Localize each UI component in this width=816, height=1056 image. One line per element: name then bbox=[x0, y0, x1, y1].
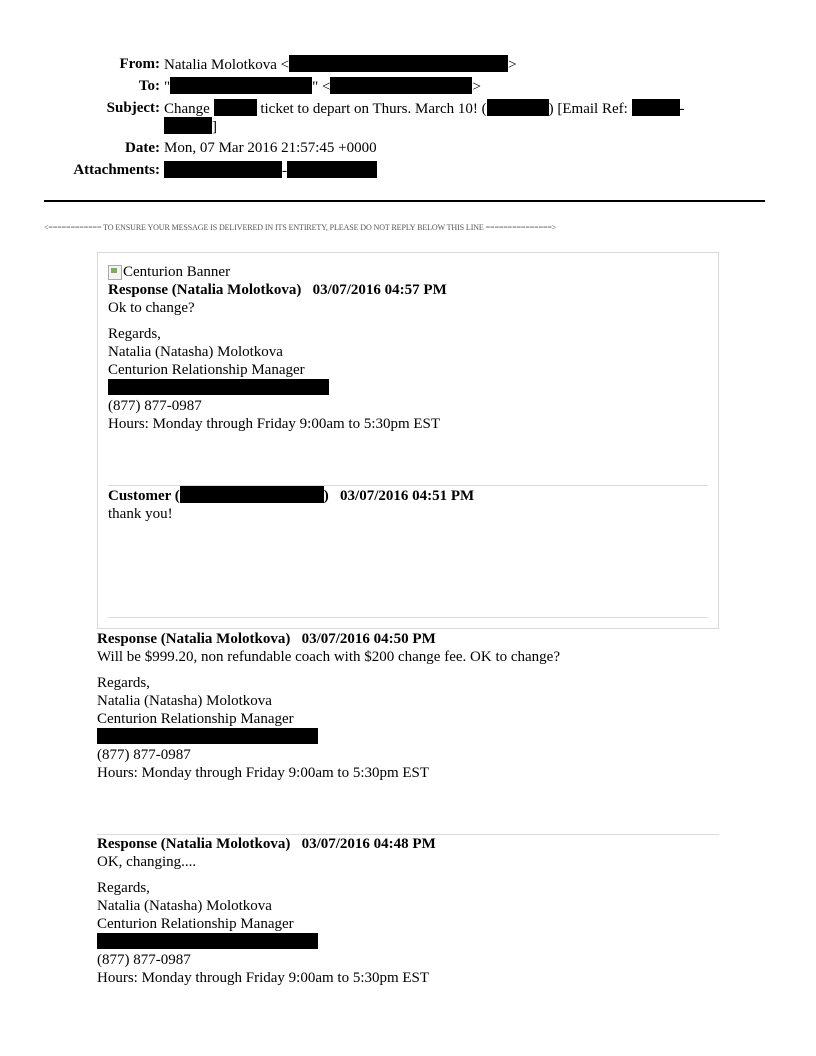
to-mid: " < bbox=[312, 79, 331, 95]
subject-value-cont bbox=[164, 117, 217, 136]
redaction bbox=[289, 55, 508, 72]
redaction bbox=[164, 161, 282, 178]
from-label: From: bbox=[119, 56, 160, 72]
message-body: Ok to change? bbox=[108, 300, 195, 316]
message-timestamp: 03/07/2016 04:48 PM bbox=[301, 836, 436, 852]
centurion-banner bbox=[108, 263, 230, 281]
redaction bbox=[180, 486, 324, 503]
message-body: OK, changing.... bbox=[97, 854, 197, 870]
signature-regards: Regards, bbox=[108, 326, 161, 342]
header-divider bbox=[44, 200, 765, 202]
banner-alt-text: Centurion Banner bbox=[123, 264, 231, 280]
message-header bbox=[97, 630, 560, 648]
message-separator bbox=[108, 617, 708, 618]
message bbox=[108, 281, 447, 433]
redaction bbox=[97, 933, 318, 949]
signature-title: Centurion Relationship Manager bbox=[108, 362, 305, 378]
signature-name: Natalia (Natasha) Molotkova bbox=[97, 898, 272, 914]
signature-regards: Regards, bbox=[97, 880, 150, 896]
redaction bbox=[164, 117, 212, 134]
signature-phone: (877) 877-0987 bbox=[108, 398, 202, 414]
to-value bbox=[164, 77, 481, 96]
subject-text: ] bbox=[212, 119, 217, 135]
signature-name: Natalia (Natasha) Molotkova bbox=[97, 693, 272, 709]
redaction bbox=[97, 728, 318, 744]
to-label: To: bbox=[138, 78, 160, 94]
redaction bbox=[170, 77, 312, 94]
subject-text: Change bbox=[164, 101, 210, 117]
subject-text: ) [Email Ref: bbox=[548, 101, 628, 117]
subject-text: - bbox=[679, 101, 685, 117]
redaction bbox=[287, 161, 377, 178]
message-header bbox=[108, 281, 447, 299]
redaction bbox=[487, 99, 549, 116]
date-label: Date: bbox=[125, 140, 160, 156]
date-value: Mon, 07 Mar 2016 21:57:45 +0000 bbox=[164, 140, 377, 156]
message-header bbox=[97, 835, 436, 853]
message bbox=[97, 835, 436, 987]
signature-title: Centurion Relationship Manager bbox=[97, 916, 294, 932]
message-timestamp: 03/07/2016 04:50 PM bbox=[301, 631, 436, 647]
signature-regards: Regards, bbox=[97, 675, 150, 691]
message-body: thank you! bbox=[108, 506, 173, 522]
redaction bbox=[214, 99, 257, 116]
signature-hours: Hours: Monday through Friday 9:00am to 5:30pm EST bbox=[97, 970, 430, 986]
subject-text: ticket to depart on Thurs. March 10! ( bbox=[260, 101, 487, 117]
from-value bbox=[164, 55, 517, 74]
message bbox=[108, 486, 474, 523]
to-end: > bbox=[472, 79, 481, 95]
signature-hours: Hours: Monday through Friday 9:00am to 5:30pm EST bbox=[108, 416, 441, 432]
message-header bbox=[108, 486, 474, 505]
attachments-label: Attachments: bbox=[73, 162, 160, 178]
signature-phone: (877) 877-0987 bbox=[97, 747, 191, 763]
attachments-value[interactable] bbox=[164, 161, 377, 180]
signature-hours: Hours: Monday through Friday 9:00am to 5:30pm EST bbox=[97, 765, 430, 781]
attachment-sep: - bbox=[282, 163, 287, 179]
broken-image-icon bbox=[108, 265, 122, 280]
message-timestamp: 03/07/2016 04:57 PM bbox=[312, 282, 447, 298]
from-name: Natalia Molotkova < bbox=[164, 57, 290, 73]
redaction bbox=[108, 379, 329, 395]
from-end: > bbox=[508, 57, 517, 73]
signature-name: Natalia (Natasha) Molotkova bbox=[108, 344, 283, 360]
message-author: ) bbox=[323, 488, 329, 504]
signature-title: Centurion Relationship Manager bbox=[97, 711, 294, 727]
message bbox=[97, 630, 560, 782]
subject-label: Subject: bbox=[106, 100, 160, 116]
redaction bbox=[330, 77, 472, 94]
message-timestamp: 03/07/2016 04:51 PM bbox=[340, 488, 475, 504]
subject-value bbox=[164, 99, 685, 118]
signature-phone: (877) 877-0987 bbox=[97, 952, 191, 968]
message-author: Response (Natalia Molotkova) bbox=[97, 836, 291, 852]
redaction bbox=[632, 99, 680, 116]
message-body: Will be $999.20, non refundable coach with $200 change fee. OK to change? bbox=[97, 649, 560, 665]
message-author: Response (Natalia Molotkova) bbox=[108, 282, 302, 298]
reply-line-notice: <============ TO ENSURE YOUR MESSAGE IS DELIVERED IN ITS ENTIRETY, PLEASE DO NOT REPLY BELOW THIS LINE ===============> bbox=[44, 223, 557, 232]
to-quote: " bbox=[164, 79, 171, 95]
message-author: Response (Natalia Molotkova) bbox=[97, 631, 291, 647]
message-author: Customer ( bbox=[108, 488, 180, 504]
